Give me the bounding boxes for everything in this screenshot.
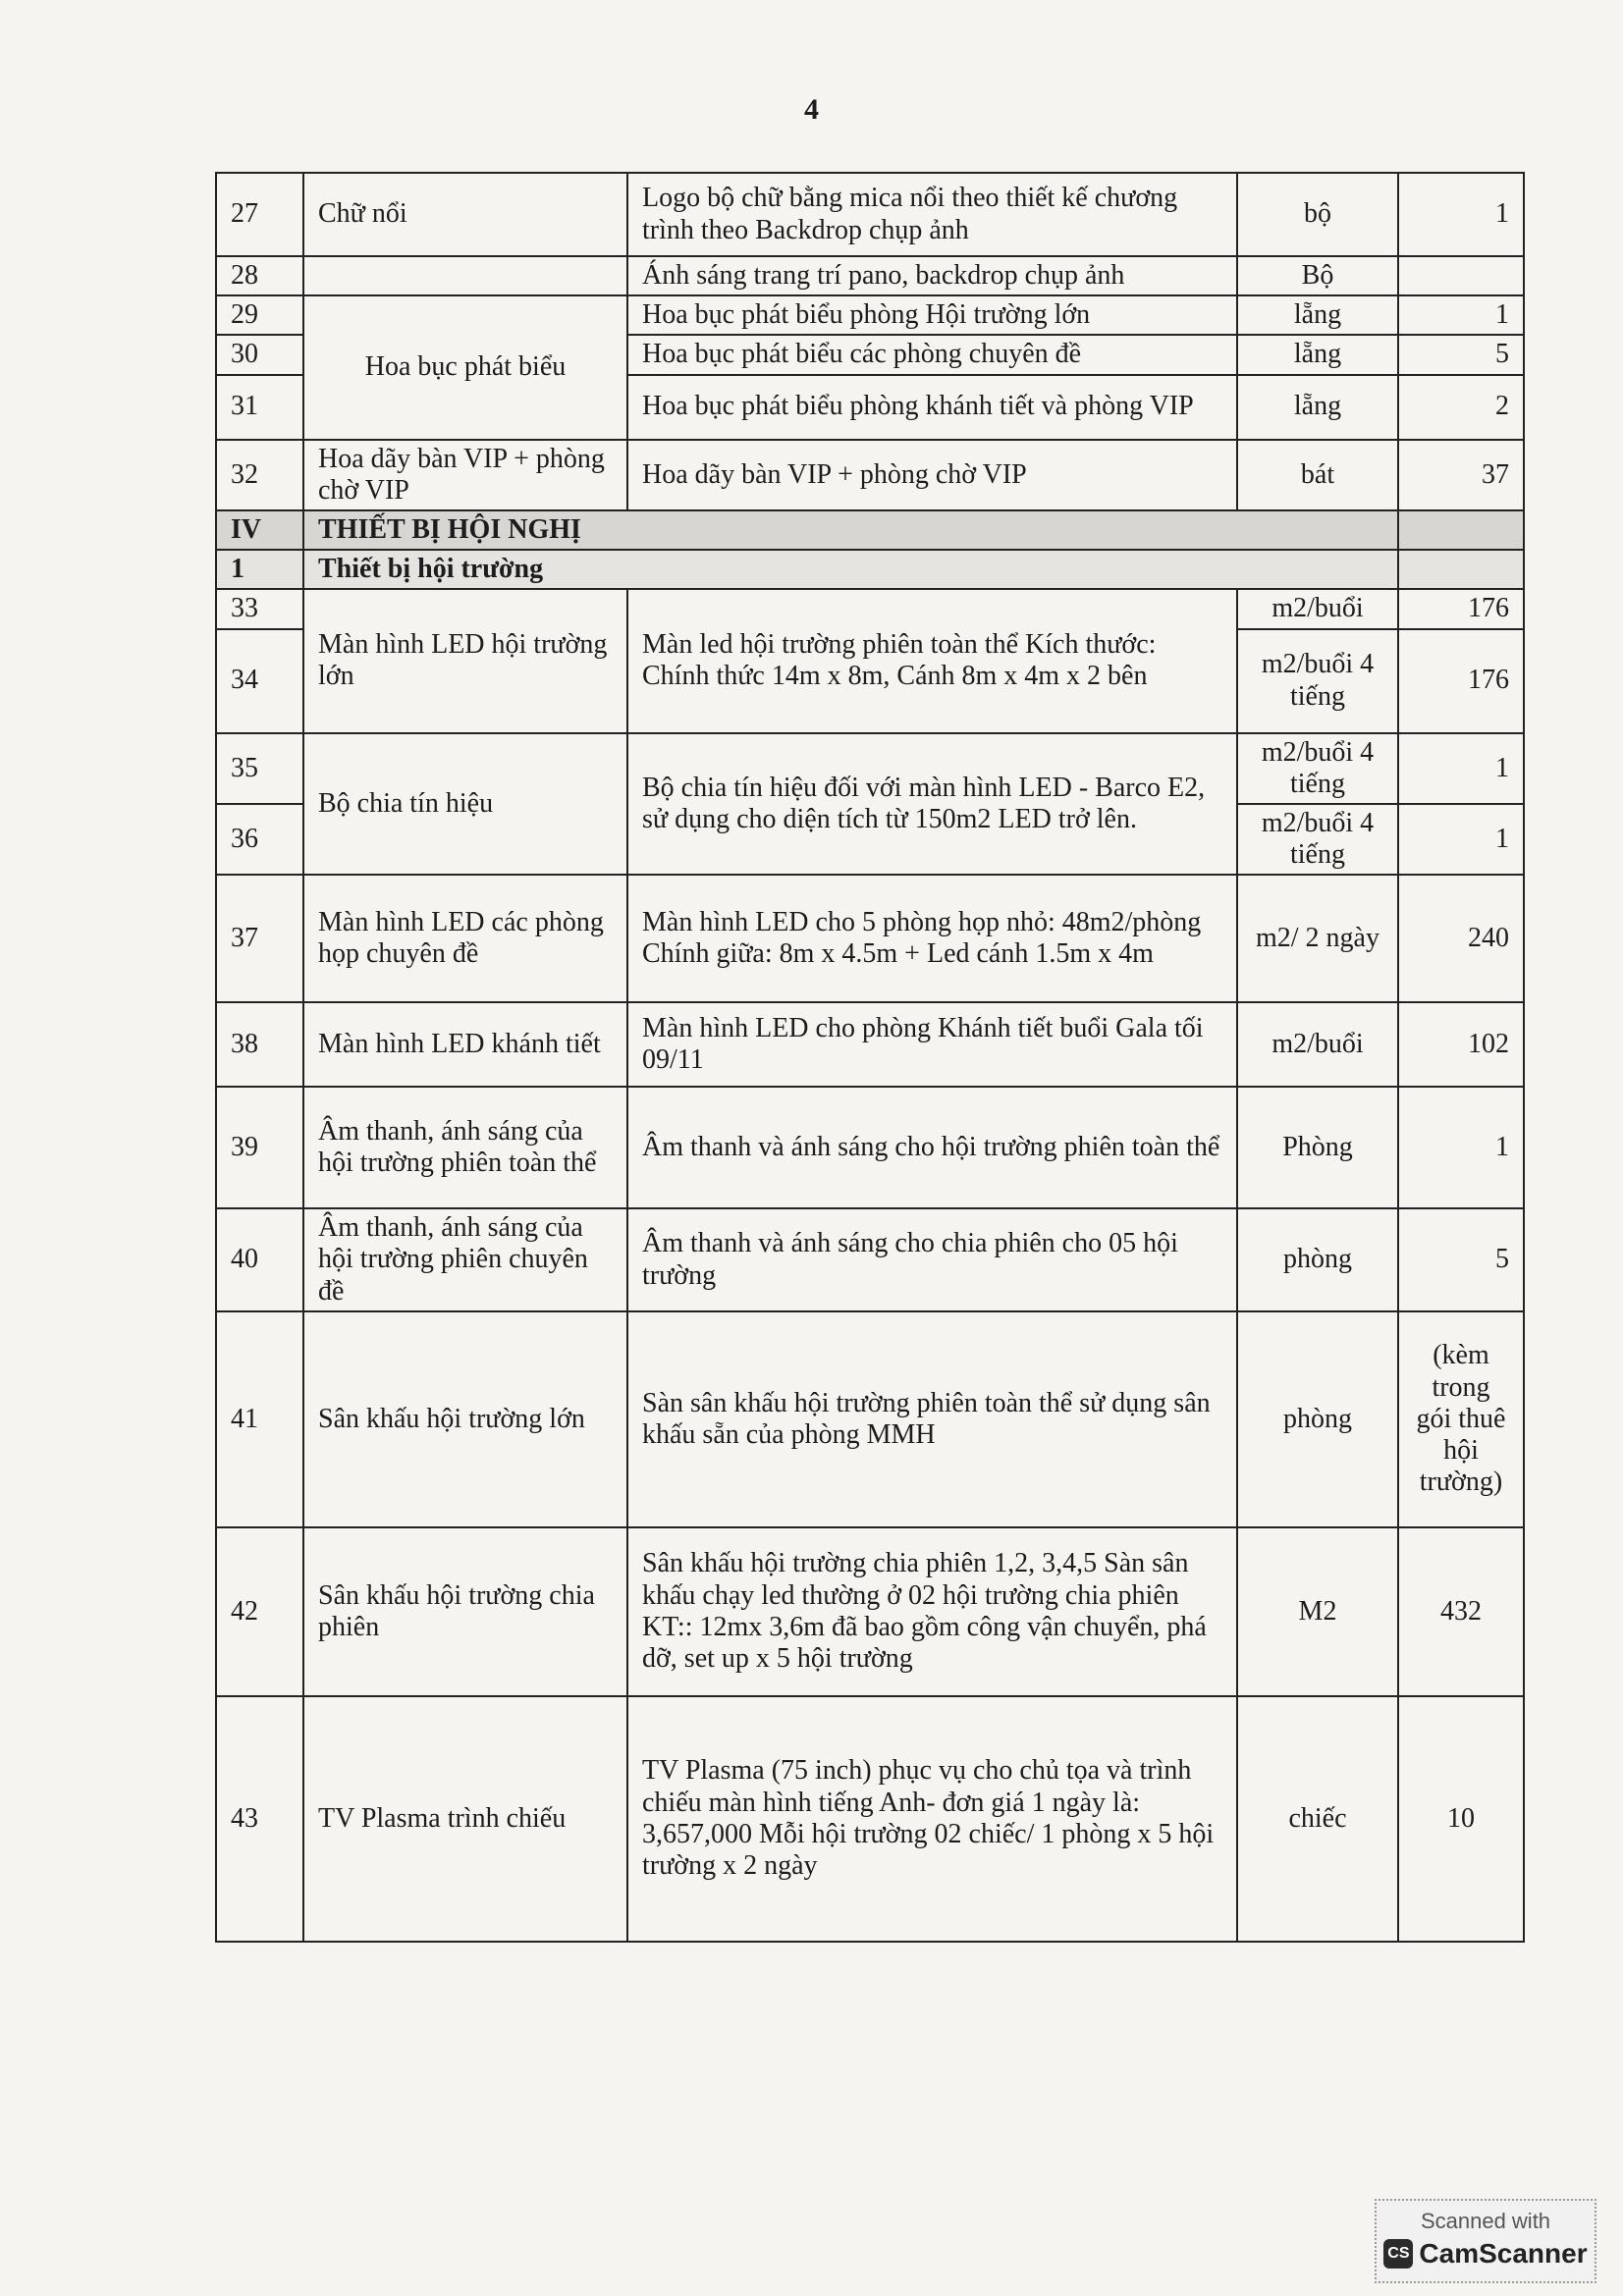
item-quantity: 37 xyxy=(1398,440,1524,510)
equipment-table xyxy=(215,172,1525,1943)
item-name: Hoa bục phát biểu xyxy=(303,295,627,439)
subsection-number: 1 xyxy=(216,550,303,589)
item-description: Logo bộ chữ bằng mica nổi theo thiết kế chương trình theo Backdrop chụp ảnh xyxy=(627,173,1237,256)
item-name: Sân khấu hội trường lớn xyxy=(303,1311,627,1527)
row-number: 39 xyxy=(216,1087,303,1208)
item-quantity: 240 xyxy=(1398,875,1524,1002)
subsection-title: Thiết bị hội trường xyxy=(303,550,1398,589)
item-quantity: 1 xyxy=(1398,1087,1524,1208)
item-unit: Bộ xyxy=(1237,256,1398,295)
item-quantity xyxy=(1398,256,1524,295)
section-header-row xyxy=(216,510,1524,550)
table-row xyxy=(216,1696,1524,1942)
item-name: Chữ nổi xyxy=(303,173,627,256)
item-unit: m2/buổi 4 tiếng xyxy=(1237,733,1398,804)
item-quantity: 10 xyxy=(1398,1696,1524,1942)
watermark-brand-name: CamScanner xyxy=(1419,2238,1588,2269)
row-number: 30 xyxy=(216,335,303,374)
row-number: 40 xyxy=(216,1208,303,1311)
item-unit: lẵng xyxy=(1237,375,1398,440)
item-quantity: 1 xyxy=(1398,804,1524,875)
item-description: Màn led hội trường phiên toàn thể Kích thước: Chính thức 14m x 8m, Cánh 8m x 4m x 2 bên xyxy=(627,589,1237,732)
camscanner-logo-icon: CS xyxy=(1383,2239,1413,2269)
item-description: Hoa bục phát biểu phòng Hội trường lớn xyxy=(627,295,1237,335)
watermark-caption: Scanned with xyxy=(1420,2209,1551,2233)
item-quantity: 102 xyxy=(1398,1002,1524,1087)
table-row xyxy=(216,440,1524,510)
item-quantity: 5 xyxy=(1398,335,1524,374)
item-unit: m2/buổi 4 tiếng xyxy=(1237,629,1398,733)
table-row xyxy=(216,1208,1524,1311)
item-description: Hoa bục phát biểu các phòng chuyên đề xyxy=(627,335,1237,374)
item-unit: lẵng xyxy=(1237,335,1398,374)
item-quantity: 2 xyxy=(1398,375,1524,440)
item-description: Âm thanh và ánh sáng cho chia phiên cho 05 hội trường xyxy=(627,1208,1237,1311)
row-number: 29 xyxy=(216,295,303,335)
row-number: 38 xyxy=(216,1002,303,1087)
item-name: Màn hình LED khánh tiết xyxy=(303,1002,627,1087)
row-number: 43 xyxy=(216,1696,303,1942)
item-name: Sân khấu hội trường chia phiên xyxy=(303,1527,627,1696)
item-unit: phòng xyxy=(1237,1208,1398,1311)
item-unit: m2/ 2 ngày xyxy=(1237,875,1398,1002)
section-number: IV xyxy=(216,510,303,550)
item-unit: m2/buổi xyxy=(1237,589,1398,628)
item-description: Hoa dãy bàn VIP + phòng chờ VIP xyxy=(627,440,1237,510)
item-description: Sân khấu hội trường chia phiên 1,2, 3,4,5 Sàn sân khấu chạy led thường ở 02 hội trường chia phiên KT:: 12mx 3,6m đã bao gồm công vận chuyển, phá dỡ, set up x 5 hội trường xyxy=(627,1527,1237,1696)
table-row xyxy=(216,1087,1524,1208)
item-name: Bộ chia tín hiệu xyxy=(303,733,627,876)
item-description: Âm thanh và ánh sáng cho hội trường phiên toàn thể xyxy=(627,1087,1237,1208)
item-name: Âm thanh, ánh sáng của hội trường phiên chuyên đề xyxy=(303,1208,627,1311)
table-row xyxy=(216,1311,1524,1527)
item-quantity: 5 xyxy=(1398,1208,1524,1311)
table-row xyxy=(216,173,1524,256)
item-description: Sàn sân khấu hội trường phiên toàn thể sử dụng sân khấu sẵn của phòng MMH xyxy=(627,1311,1237,1527)
row-number: 27 xyxy=(216,173,303,256)
item-unit: m2/buổi xyxy=(1237,1002,1398,1087)
item-description: Hoa bục phát biểu phòng khánh tiết và phòng VIP xyxy=(627,375,1237,440)
item-quantity: 1 xyxy=(1398,733,1524,804)
item-description: Bộ chia tín hiệu đối với màn hình LED - Barco E2, sử dụng cho diện tích từ 150m2 LED trở lên. xyxy=(627,733,1237,876)
item-unit: Phòng xyxy=(1237,1087,1398,1208)
section-empty-cell xyxy=(1398,510,1524,550)
row-number: 33 xyxy=(216,589,303,628)
camscanner-watermark xyxy=(1375,2199,1596,2283)
item-description: Màn hình LED cho 5 phòng họp nhỏ: 48m2/phòng Chính giữa: 8m x 4.5m + Led cánh 1.5m x 4m xyxy=(627,875,1237,1002)
row-number: 41 xyxy=(216,1311,303,1527)
item-unit: M2 xyxy=(1237,1527,1398,1696)
item-description: TV Plasma (75 inch) phục vụ cho chủ tọa và trình chiếu màn hình tiếng Anh- đơn giá 1 ngày là: 3,657,000 Mỗi hội trường 02 chiếc/ 1 phòng x 5 hội trường x 2 ngày xyxy=(627,1696,1237,1942)
item-unit: phòng xyxy=(1237,1311,1398,1527)
item-unit: m2/buổi 4 tiếng xyxy=(1237,804,1398,875)
watermark-brand xyxy=(1377,2238,1595,2269)
item-description: Ánh sáng trang trí pano, backdrop chụp ảnh xyxy=(627,256,1237,295)
table-row xyxy=(216,1002,1524,1087)
row-number: 36 xyxy=(216,804,303,875)
section-title: THIẾT BỊ HỘI NGHỊ xyxy=(303,510,1398,550)
item-description: Màn hình LED cho phòng Khánh tiết buổi Gala tối 09/11 xyxy=(627,1002,1237,1087)
table-row xyxy=(216,733,1524,804)
item-quantity: 1 xyxy=(1398,295,1524,335)
item-quantity: 176 xyxy=(1398,629,1524,733)
item-unit: bát xyxy=(1237,440,1398,510)
item-quantity: (kèm trong gói thuê hội trường) xyxy=(1398,1311,1524,1527)
table-row xyxy=(216,589,1524,628)
table-row xyxy=(216,295,1524,335)
item-unit: lẵng xyxy=(1237,295,1398,335)
table-row xyxy=(216,1527,1524,1696)
row-number: 34 xyxy=(216,629,303,733)
row-number: 35 xyxy=(216,733,303,804)
table-row xyxy=(216,256,1524,295)
item-name: Màn hình LED các phòng họp chuyên đề xyxy=(303,875,627,1002)
item-quantity: 1 xyxy=(1398,173,1524,256)
row-number: 28 xyxy=(216,256,303,295)
item-name: Hoa dãy bàn VIP + phòng chờ VIP xyxy=(303,440,627,510)
item-unit: chiếc xyxy=(1237,1696,1398,1942)
item-name: Âm thanh, ánh sáng của hội trường phiên toàn thể xyxy=(303,1087,627,1208)
page-number: 4 xyxy=(804,93,819,126)
item-name: Màn hình LED hội trường lớn xyxy=(303,589,627,732)
item-quantity: 176 xyxy=(1398,589,1524,628)
item-name: TV Plasma trình chiếu xyxy=(303,1696,627,1942)
item-quantity: 432 xyxy=(1398,1527,1524,1696)
table-row xyxy=(216,875,1524,1002)
subsection-header-row xyxy=(216,550,1524,589)
row-number: 31 xyxy=(216,375,303,440)
row-number: 32 xyxy=(216,440,303,510)
item-unit: bộ xyxy=(1237,173,1398,256)
row-number: 37 xyxy=(216,875,303,1002)
item-name xyxy=(303,256,627,295)
row-number: 42 xyxy=(216,1527,303,1696)
subsection-empty-cell xyxy=(1398,550,1524,589)
